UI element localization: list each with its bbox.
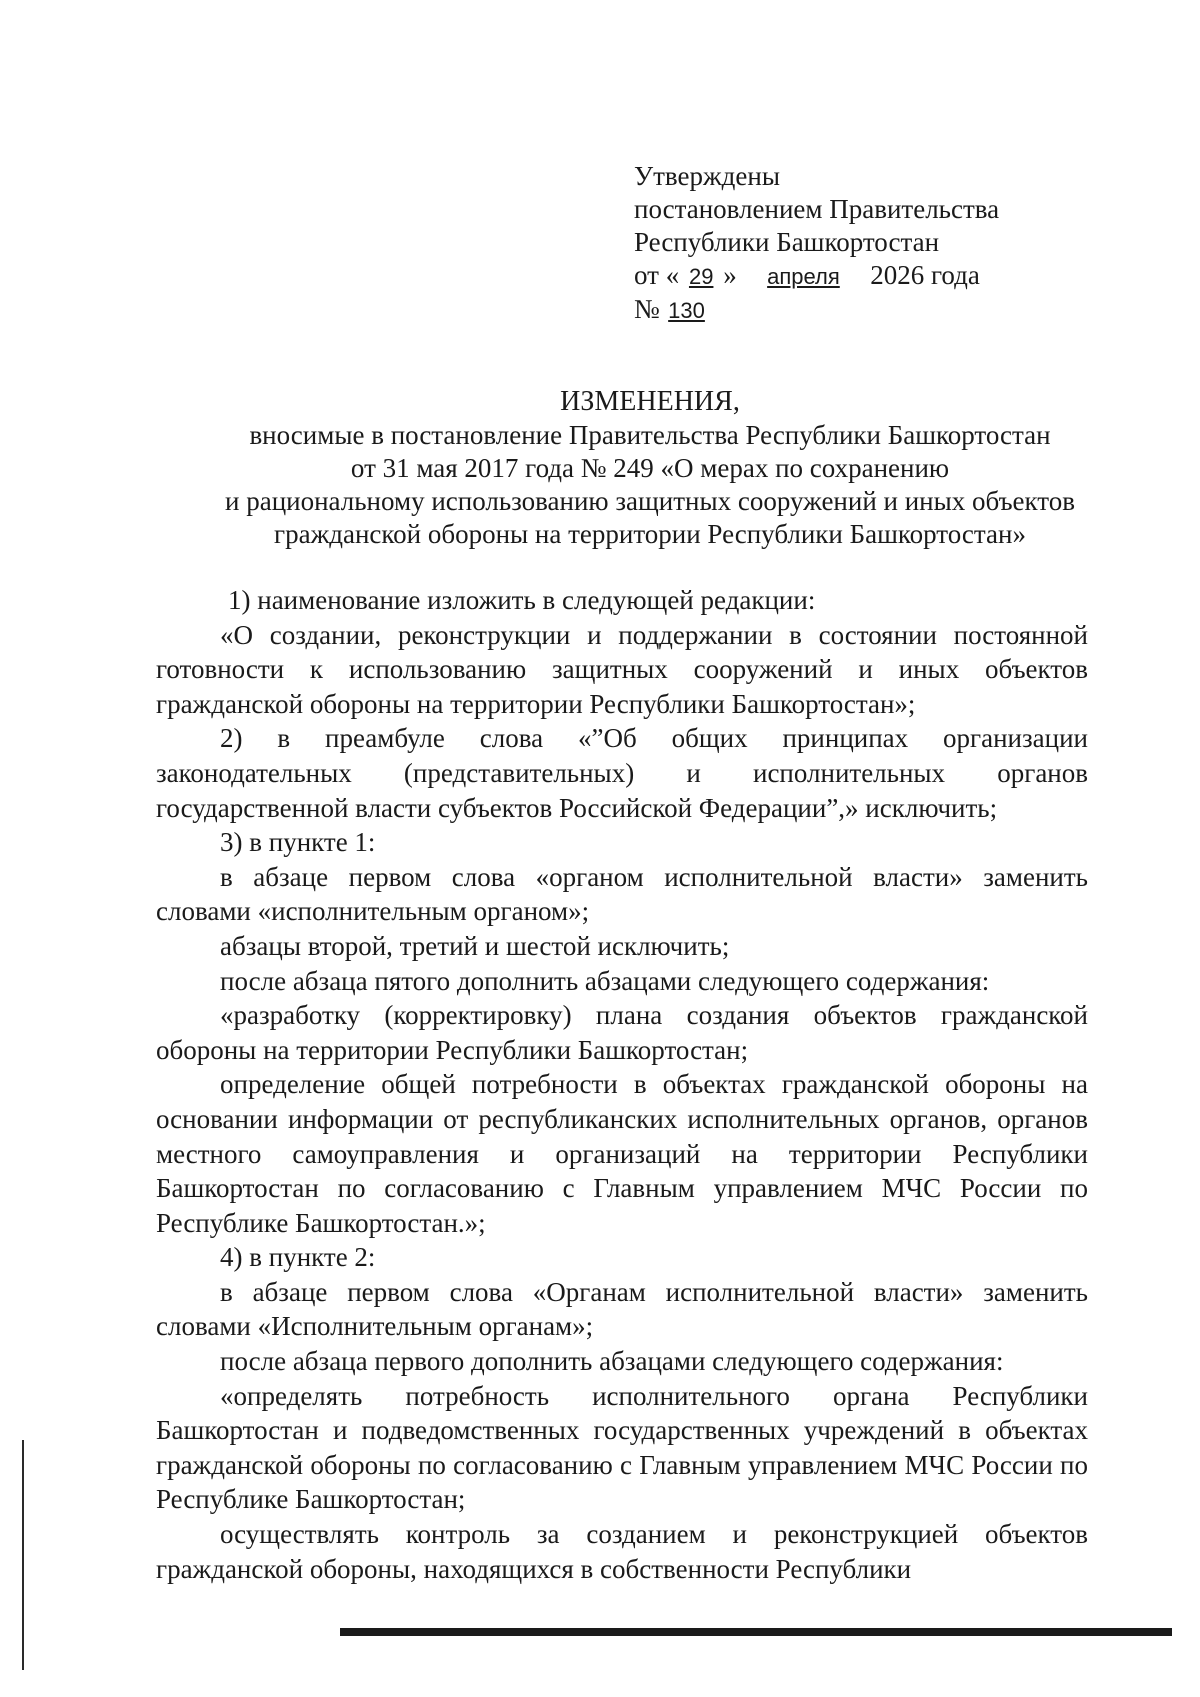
scan-bottom-bar [340,1628,1172,1636]
document-heading [150,385,1150,551]
paragraph: 4) в пункте 2: [220,1242,376,1273]
date-month: апреля [767,264,840,289]
approval-line: постановлением Правительства [634,194,1000,224]
heading-line: вносимые в постановление Правительства Республики Башкортостан [249,420,1051,450]
approval-date-line [634,259,1114,293]
paragraph: «О создании, реконструкции и поддержании в состоянии постоянной готовности к использованию защитных сооружений и иных объектов гражданской обороны на территории Республики Башкортостан»; [156,619,1088,719]
paragraph: 2) в преамбуле слова «”Об общих принципах организации законодательных (представительных) и исполнительных органов государственной власти субъектов Российской Федерации”,» исключить; [156,723,1088,823]
approval-number-line [634,293,1114,327]
paragraph: «определять потребность исполнительного органа Республики Башкортостан и подведомственных государственных учреждений в объектах гражданской обороны по согласованию с Главным управлением МЧС России по Республике Башкортостан; [156,1380,1088,1515]
heading-line: от 31 мая 2017 года № 249 «О мерах по сохранению [350,453,950,483]
paragraph: определение общей потребности в объектах гражданской обороны на основании информации от республиканских исполнительных органов, органов местного самоуправления и организаций на территории Республики Башкортостан по согласованию с Главным управлением МЧС России по Республике Башкортостан.»; [156,1069,1088,1238]
paragraph: в абзаце первом слова «Органам исполнительной власти» заменить словами «Исполнительным органам»; [156,1276,1088,1342]
paragraph: в абзаце первом слова «органом исполнительной власти» заменить словами «исполнительным органом»; [156,861,1088,927]
paragraph: «разработку (корректировку) плана создания объектов гражданской обороны на территории Республики Башкортостан; [156,1000,1088,1065]
scan-edge-line [22,1440,24,1670]
approval-line: Утверждены [634,161,780,191]
date-prefix: от « [634,260,680,290]
date-mid: » [723,260,737,290]
heading-line: гражданской обороны на территории Республики Башкортостан» [274,519,1026,549]
date-day: 29 [688,264,714,289]
date-year: 2026 года [870,260,980,290]
paragraph: 1) наименование изложить в следующей редакции: [228,585,816,615]
paragraph: осуществлять контроль за созданием и реконструкцией объектов гражданской обороны, находящихся в собственности Республики [156,1519,1088,1584]
approval-stamp-block [634,160,1114,327]
document-body [156,583,1088,1586]
paragraph: после абзаца пятого дополнить абзацами следующего содержания: [220,965,990,996]
approval-line: Республики Башкортостан [634,227,940,257]
paragraph: 3) в пункте 1: [220,827,376,858]
paragraph: абзацы второй, третий и шестой исключить; [220,930,730,961]
number-prefix: № [634,294,660,324]
document-number: 130 [668,298,705,323]
heading-line: и рациональному использованию защитных сооружений и иных объектов [225,486,1075,516]
paragraph: после абзаца первого дополнить абзацами следующего содержания: [220,1346,1004,1377]
document-title: ИЗМЕНЕНИЯ, [560,386,740,417]
